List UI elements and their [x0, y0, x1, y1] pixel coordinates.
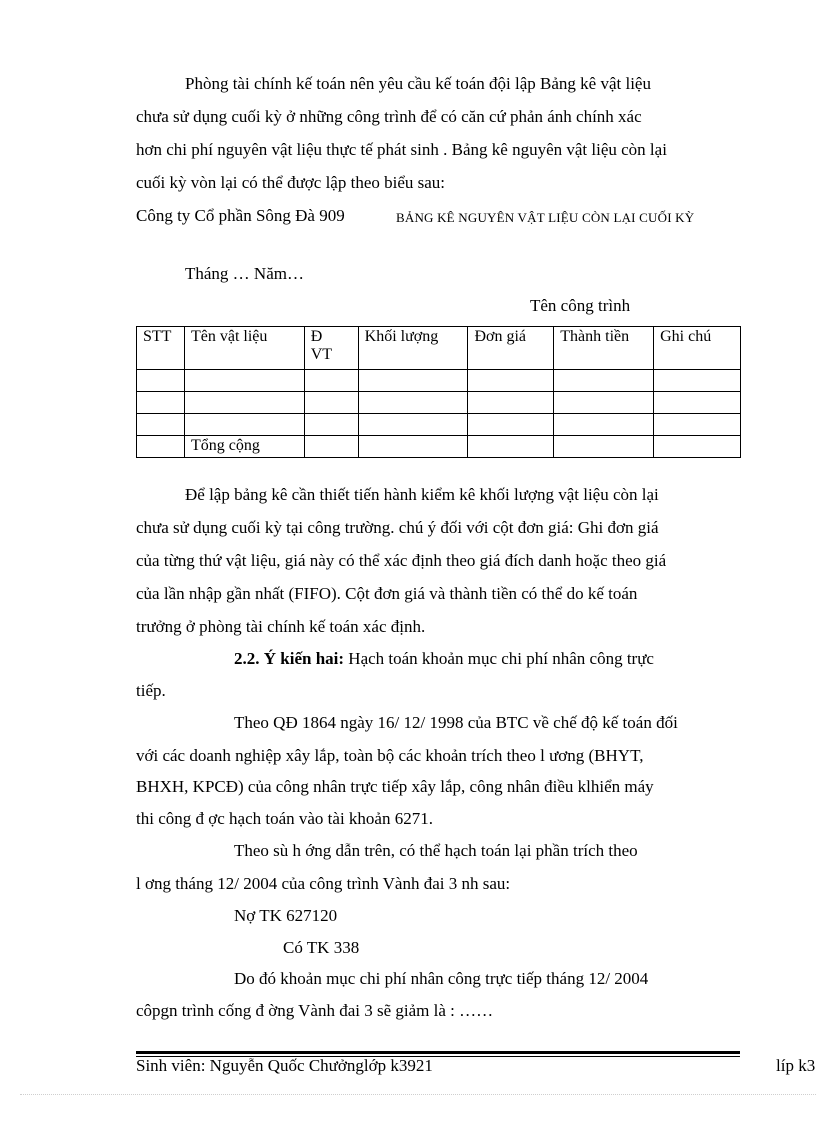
para2-line-5: trưởng ở phòng tài chính kế toán xác định. — [136, 617, 426, 636]
header-unit-price: Đơn giá — [468, 327, 554, 370]
intro-line-4: cuối kỳ vòn lại có thể được lập theo biểu sau: — [136, 173, 446, 192]
table-row — [137, 392, 741, 414]
entry-debit: Nợ TK 627120 — [234, 906, 338, 925]
table-row — [137, 370, 741, 392]
header-stt: STT — [137, 327, 185, 370]
table-total-row — [137, 436, 741, 458]
para3-line-4: thi công đ ợc hạch toán vào tài khoản 6271. — [136, 809, 433, 828]
section-heading-line — [234, 649, 654, 669]
header-note: Ghi chú — [654, 327, 741, 370]
para2-line-2: chưa sử dụng cuối kỳ tại công trường. chú ý đối với cột đơn giá: Ghi đơn giá — [136, 518, 659, 537]
header-unit — [304, 327, 358, 370]
para3-line-2: với các doanh nghiệp xây lắp, toàn bộ các khoản trích theo l ương (BHYT, — [136, 746, 644, 765]
section-heading-cont: tiếp. — [136, 681, 166, 700]
header-material-name: Tên vật liệu — [184, 327, 304, 370]
para3-line-1: Theo QĐ 1864 ngày 16/ 12/ 1998 của BTC về chế độ kế toán đối — [234, 713, 678, 732]
table-header-row — [137, 327, 741, 370]
para5-line-1: Do đó khoản mục chi phí nhân công trực tiếp tháng 12/ 2004 — [234, 969, 649, 988]
project-label: Tên công trình — [530, 296, 631, 315]
para4-line-1: Theo sù h ớng dẫn trên, có thể hạch toán lại phần trích theo — [234, 841, 638, 860]
footer-student: Sinh viên: Nguyễn Quốc Chưởnglớp k3921 — [136, 1056, 433, 1075]
para5-line-2: côpgn trình cống đ ờng Vành đai 3 sẽ giảm là : …… — [136, 1001, 494, 1020]
footer-right: líp k3 — [776, 1056, 816, 1075]
section-heading: 2.2. Ý kiến hai: — [234, 649, 345, 668]
period-label: Tháng … Năm… — [185, 264, 304, 283]
para2-line-3: của từng thứ vật liệu, giá này có thể xác định theo giá đích danh hoặc theo giá — [136, 551, 667, 570]
header-unit-text: ĐVT — [310, 328, 333, 363]
para2-line-1: Để lập bảng kê cần thiết tiến hành kiểm kê khối lượng vật liệu còn lại — [185, 485, 659, 504]
intro-line-1: Phòng tài chính kế toán nên yêu cầu kế toán đội lập Bảng kê vật liệu — [185, 74, 651, 93]
form-title: BẢNG KÊ NGUYÊN VẬT LIỆU CÒN LẠI CUỐI KỲ — [396, 210, 695, 225]
para2-line-4: của lần nhập gần nhất (FIFO). Cột đơn giá và thành tiền có thể do kế toán — [136, 584, 638, 603]
table-row — [137, 414, 741, 436]
para4-line-2: l ơng tháng 12/ 2004 của công trình Vành đai 3 nh sau: — [136, 874, 511, 893]
intro-line-2: chưa sử dụng cuối kỳ ở những công trình để có căn cứ phản ánh chính xác — [136, 107, 642, 126]
intro-line-3: hơn chi phí nguyên vật liệu thực tế phát sinh . Bảng kê nguyên vật liệu còn lại — [136, 140, 667, 159]
para3-line-3: BHXH, KPCĐ) của công nhân trực tiếp xây lắp, công nhân điều klhiển máy — [136, 777, 654, 796]
header-amount: Thành tiền — [554, 327, 654, 370]
page-bottom-divider — [20, 1094, 816, 1095]
footer-rule-thick — [136, 1051, 740, 1054]
section-heading-text: Hạch toán khoản mục chi phí nhân công trực — [344, 649, 654, 668]
entry-credit: Có TK 338 — [283, 938, 360, 957]
total-label: Tổng cộng — [184, 436, 304, 458]
header-quantity: Khối lượng — [358, 327, 468, 370]
inventory-table — [136, 326, 741, 458]
company-name: Công ty Cổ phần Sông Đà 909 — [136, 206, 345, 225]
